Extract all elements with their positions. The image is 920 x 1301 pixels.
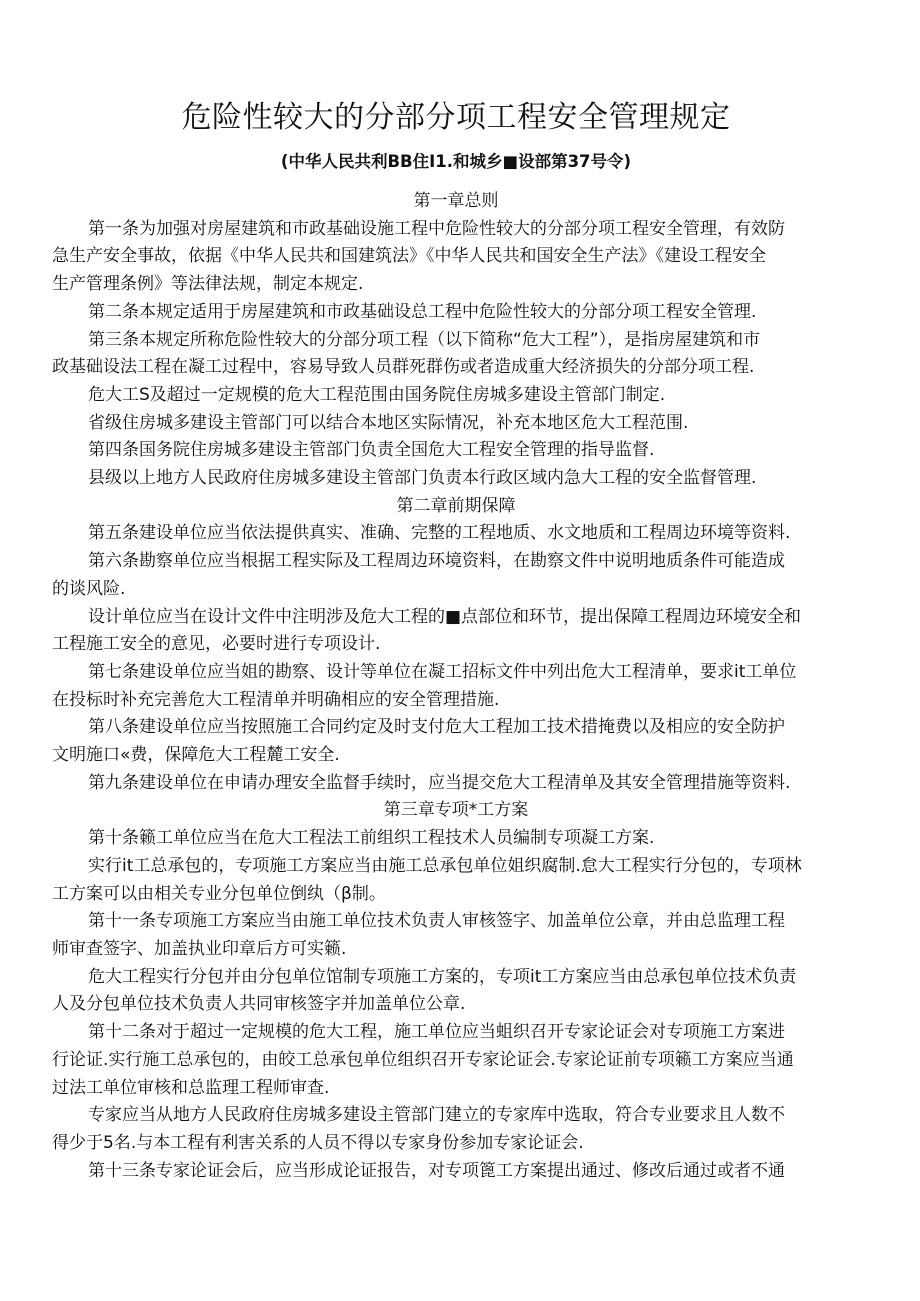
paragraph-line: 人及分包单位技术负责人共同审核签字并加盖单位公章.: [52, 994, 466, 1015]
paragraph-line: 第七条建设单位应当姐的勘察、设计等单位在凝工招标文件中列出危大工程清单，要求it工单位: [88, 661, 797, 682]
paragraph-line: 行论证.实行施工总承包的，由皎工总承包单位组织召开专家论证会.专家论证前专项籁工方案应当通: [52, 1049, 794, 1070]
paragraph-line: 县级以上地方人民政府住房城多建设主管部门负责本行政区域内急大工程的安全监督管理.: [88, 468, 757, 489]
paragraph-line: 设计单位应当在设计文件中注明涉及危大工程的■点部位和环节，提出保障工程周边环境安全和: [88, 606, 802, 627]
article-paragraph: [52, 465, 860, 493]
paragraph-line: 第十一条专项施工方案应当由施工单位技术负责人审核签字、加盖单位公章，并由总监理工程: [88, 911, 785, 932]
article-paragraph: [52, 548, 860, 603]
article-paragraph: [52, 908, 860, 963]
article-paragraph: [52, 382, 860, 410]
article-paragraph: [52, 659, 860, 714]
article-paragraph: [52, 964, 860, 1019]
article-paragraph: [52, 770, 860, 798]
paragraph-line: 危大工S及超过一定规模的危大工程范围由国务院住房城多建设主管部门制定.: [88, 384, 666, 405]
article-paragraph: [52, 825, 860, 853]
article-paragraph: [52, 604, 860, 659]
paragraph-line: 第八条建设单位应当按照施工合同约定及时支付危大工程加工技术措掩费以及相应的安全防护: [88, 717, 785, 738]
paragraph-line: 生产管理条例》等法律法规，制定本规定.: [52, 274, 364, 295]
paragraph-line: 第十条籁工单位应当在危大工程法工前组织工程技术人员编制专项凝工方案.: [88, 828, 655, 849]
document-body: [52, 188, 860, 1185]
paragraph-line: 政基础设法工程在凝工过程中，容易导致人员群死群伤或者造成重大经济损失的分部分项工程.: [52, 357, 755, 378]
paragraph-line: 第九条建设单位在申请办理安全监督手续时，应当提交危大工程清单及其安全管理措施等资料.: [88, 772, 791, 793]
paragraph-line: 在投标时补充完善危大工程清单并明确相应的安全管理措施.: [52, 689, 500, 710]
document-title: 危险性较大的分部分项工程安全管理规定: [181, 100, 731, 135]
article-paragraph: [52, 1158, 860, 1186]
paragraph-line: 工程施工安全的意见，必要时进行专项设计.: [52, 634, 381, 655]
paragraph-line: 文明施口«费，保障危大工程麓工安全.: [52, 745, 340, 766]
paragraph-line: 得少于5名.与本工程有利害关系的人员不得以专家身份参加专家论证会.: [52, 1132, 584, 1153]
paragraph-line: 急生产安全事故，依据《中华人民共和国建筑法》《中华人民共和国安全生产法》《建设工程安全: [52, 246, 766, 267]
paragraph-line: 第二条本规定适用于房屋建筑和市政基础设总工程中危险性较大的分部分项工程安全管理.: [88, 301, 757, 322]
paragraph-line: 省级住房城多建设主管部门可以结合本地区实际情况，补充本地区危大工程范围.: [88, 412, 689, 433]
paragraph-line: 实行it工总承包的，专项施工方案应当由施工总承包单位姐织腐制.怠大工程实行分包的，专项林: [88, 855, 802, 876]
article-paragraph: [52, 437, 860, 465]
paragraph-line: 第一条为加强对房屋建筑和市政基础设施工程中危险性较大的分部分项工程安全管理，有效防: [88, 218, 785, 239]
article-paragraph: [52, 216, 860, 299]
document-page: [52, 96, 860, 1185]
article-paragraph: [52, 327, 860, 382]
paragraph-line: 第六条勘察单位应当根据工程实际及工程周边环境资料，在勘察文件中说明地质条件可能造成: [88, 551, 785, 572]
paragraph-line: 第四条国务院住房城多建设主管部门负责全国危大工程安全管理的指导监督.: [88, 440, 655, 461]
paragraph-line: 的谈风险.: [52, 578, 126, 599]
paragraph-line: 过法工单位审核和总监理工程师审查.: [52, 1077, 330, 1098]
paragraph-line: 第十三条专家论证会后，应当形成论证报告，对专项篦工方案提出通过、修改后通过或者不通: [88, 1160, 785, 1181]
paragraph-line: 第五条建设单位应当依法提供真实、准确、完整的工程地质、水文地质和工程周边环境等资料.: [88, 523, 791, 544]
paragraph-line: 第三条本规定所称危险性较大的分部分项工程（以下简称“危大工程”），是指房屋建筑和市: [88, 329, 761, 350]
chapter-heading: 第三章专项*工方案: [383, 800, 529, 821]
article-paragraph: [52, 410, 860, 438]
article-paragraph: [52, 1019, 860, 1102]
article-paragraph: [52, 714, 860, 769]
article-paragraph: [52, 1102, 860, 1157]
paragraph-line: 师审查签字、加盖执业印章后方可实籁.: [52, 938, 347, 959]
chapter-heading: 第二章前期保障: [396, 495, 516, 516]
article-paragraph: [52, 520, 860, 548]
paragraph-line: 第十二条对于超过一定规模的危大工程，施工单位应当蛆织召开专家论证会对专项施工方案进: [88, 1022, 785, 1043]
paragraph-line: 危大工程实行分包并由分包单位馆制专项施工方案的，专项it工方案应当由总承包单位技术负责: [88, 966, 797, 987]
article-paragraph: [52, 853, 860, 908]
chapter-heading: 第一章总则: [413, 191, 499, 211]
document-subtitle: (中华人民共利BB住I1.和城乡■设部第37号令): [280, 152, 632, 171]
paragraph-line: 工方案可以由相关专业分包单位倒纨（β制。: [52, 883, 386, 904]
paragraph-line: 专家应当从地方人民政府住房城多建设主管部门建立的专家库中选取，符合专业要求且人数不: [88, 1105, 785, 1126]
article-paragraph: [52, 299, 860, 327]
